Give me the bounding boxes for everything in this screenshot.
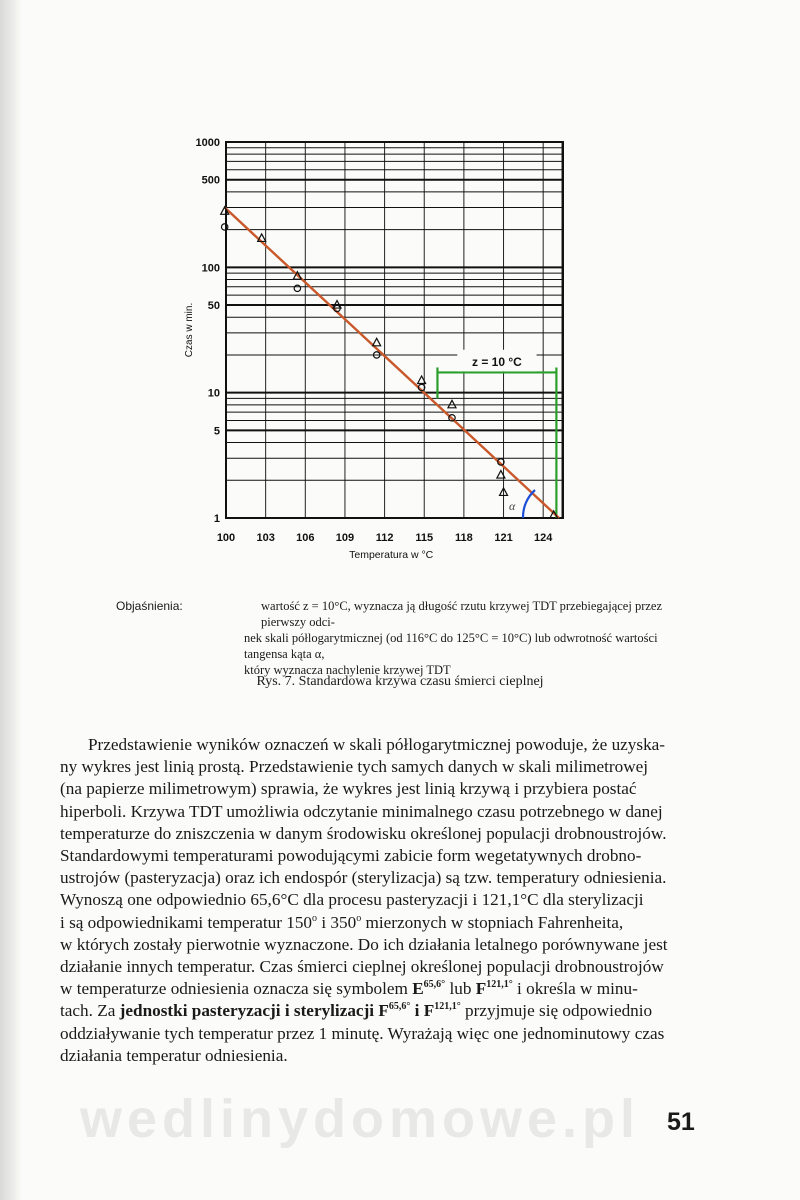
body-line: oddziaływanie tych temperatur przez 1 minutę. Wyrażają więc one jednominutowy czas <box>60 1023 665 1043</box>
tdt-chart <box>170 128 610 568</box>
body-line: (na papierze milimetrowym) sprawia, że wykres jest linią krzywą i przybiera postać <box>60 779 637 799</box>
body-line: ustrojów (pasteryzacja) oraz ich endospór (sterylizacja) są tzw. temperatury odniesienia. <box>60 868 667 888</box>
figure-title: Rys. 7. Standardowa krzywa czasu śmierci cieplnej <box>256 674 544 689</box>
chart-major-gridlines <box>226 180 563 518</box>
body-paragraph <box>60 734 700 1067</box>
explanation-lead: Objaśnienia: <box>116 599 183 613</box>
data-point-circle <box>294 285 300 291</box>
body-line: w temperaturze odniesienia oznacza się symbolem $E^{65,6^\circ}$ lub $F^{121,1^\circ}$ i określa w minu- <box>60 979 638 999</box>
chart-y-tick-label: 100 <box>201 262 220 275</box>
body-line: temperaturze do zniszczenia w danym środowisku określonej populacji drobnoustrojów. <box>60 823 667 843</box>
chart-y-tick-label: 10 <box>207 387 220 400</box>
angle-alpha-label: α <box>509 499 516 513</box>
data-point-triangle <box>448 400 456 408</box>
chart-y-axis-label: Czas w min. <box>184 302 195 358</box>
chart-minor-gridlines <box>226 142 563 518</box>
explanation-line-2: nek skali półlogarytmicznej (od 116°C do 125°C = 10°C) lub odwrotność wartości tangensa kąta α, <box>244 631 658 661</box>
chart-y-tick-label: 1000 <box>195 137 220 149</box>
chart-y-tick-labels <box>196 137 220 525</box>
chart-x-tick-label: 121 <box>494 532 513 544</box>
chart-x-tick-label: 112 <box>375 532 394 544</box>
chart-plot-frame <box>226 142 563 518</box>
figure-explanation <box>116 598 704 678</box>
body-line: i są odpowiednikami temperatur 150$^o$ i 350$^o$ mierzonych w stopniach Fahrenheita, <box>60 912 624 932</box>
chart-x-tick-labels <box>217 532 553 544</box>
chart-x-axis-label: Temperatura w °C <box>349 549 434 561</box>
watermark: wedlinydomowe.pl <box>80 1089 641 1149</box>
body-line: działanie innych temperatur. Czas śmierci cieplnej określonej populacji drobnoustrojów <box>60 957 664 977</box>
body-line: Standardowymi temperaturami powodującymi zabicie form wegetatywnych drobno- <box>60 846 642 866</box>
body-line: tach. Za jednostki pasteryzacji i sterylizacji $F^{65,6^\circ}$ i $F^{121,1^\circ}$ przyjmuje się odpowiednio <box>60 1001 653 1021</box>
chart-y-tick-label: 50 <box>207 300 220 313</box>
data-point-triangle <box>373 338 381 346</box>
body-line: ny wykres jest linią prostą. Przedstawienie tych samych danych w skali milimetrowej <box>60 757 649 777</box>
chart-x-tick-label: 103 <box>256 532 275 544</box>
page-number: 51 <box>667 1108 695 1136</box>
body-line: działania temperatur odniesienia. <box>60 1045 288 1065</box>
chart-x-tick-label: 100 <box>216 532 236 544</box>
binding-shadow <box>0 0 22 1200</box>
body-line: w których zostały pierwotnie wyznaczone. Do ich działania letalnego porównywane jest <box>60 934 668 954</box>
z-value-label: z = 10 °C <box>472 355 522 370</box>
chart-x-tick-label: 118 <box>455 532 473 544</box>
explanation-line-1: wartość z = 10°C, wyznacza ją długość rzutu krzywej TDT przebiegającej przez pierwszy odci- <box>261 599 662 629</box>
explanation-line-3: który wyznacza nachylenie krzywej TDT <box>244 663 451 677</box>
chart-x-tick-label: 124 <box>533 532 553 544</box>
chart-y-tick-label: 5 <box>213 425 220 438</box>
body-line: Wynoszą one odpowiednio 65,6°C dla procesu pasteryzacji i 121,1°C dla sterylizacji <box>60 890 644 910</box>
z-value-bracket <box>437 350 556 518</box>
chart-y-tick-label: 500 <box>201 174 220 187</box>
chart-x-tick-label: 115 <box>415 532 434 544</box>
body-line: Przedstawienie wyników oznaczeń w skali półlogarytmicznej powoduje, że uzyska- <box>88 735 666 754</box>
chart-x-tick-label: 109 <box>335 532 355 544</box>
chart-y-tick-label: 1 <box>213 513 220 525</box>
body-line: hiperboli. Krzywa TDT umożliwia odczytanie minimalnego czasu potrzebnego w danej <box>60 801 663 821</box>
chart-x-tick-label: 106 <box>296 532 315 544</box>
